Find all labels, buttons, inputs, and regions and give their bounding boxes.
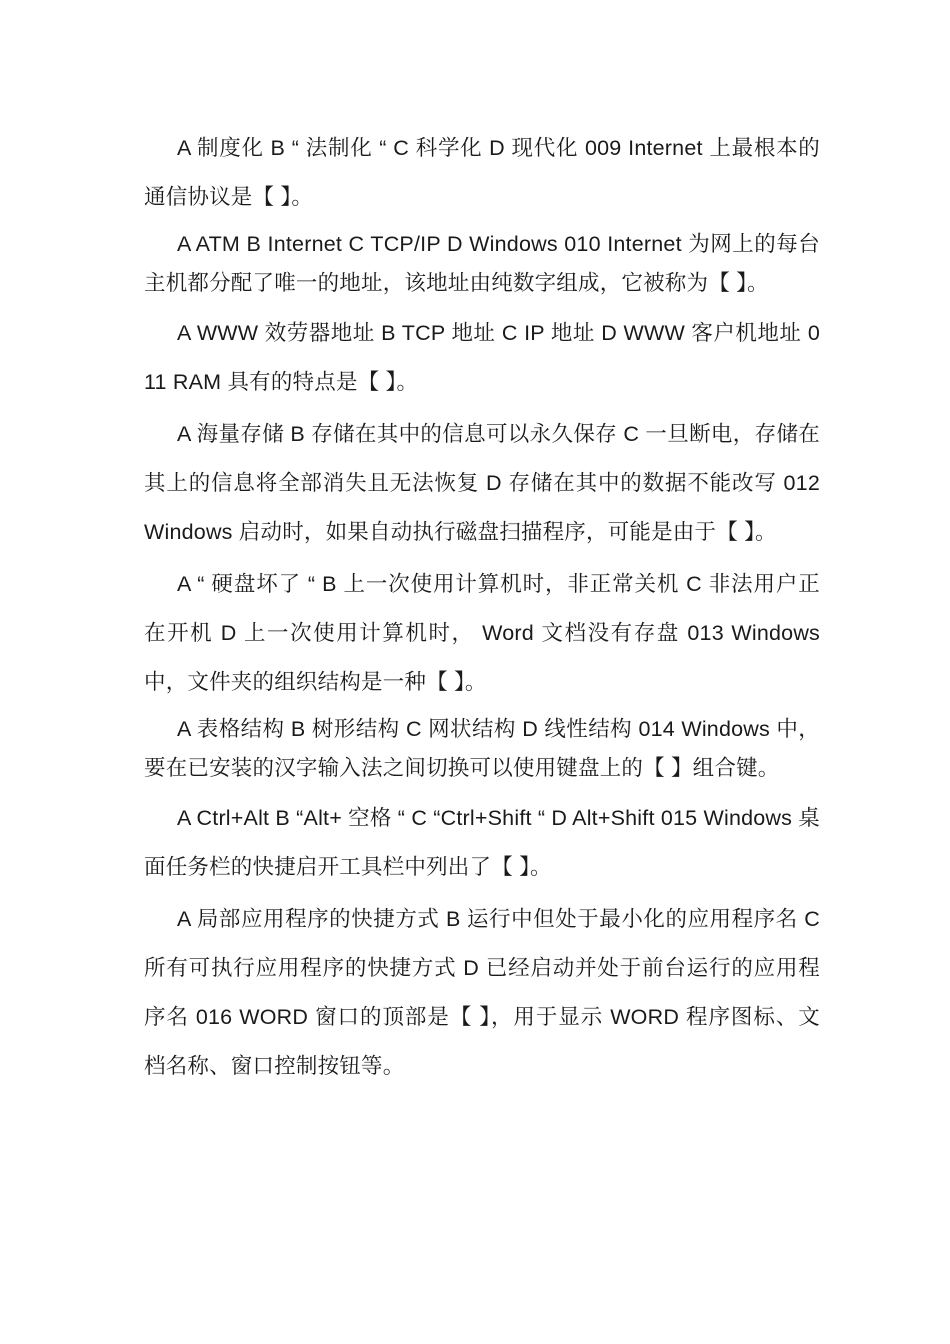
question-paragraph-3: A WWW 效劳器地址 B TCP 地址 C IP 地址 D WWW 客户机地址 011 RAM 具有的特点是【 】。 [144, 321, 820, 394]
question-paragraph-4: A 海量存储 B 存储在其中的信息可以永久保存 C 一旦断电，存储在其上的信息将全部消失且无法恢复 D 存储在其中的数据不能改写 012 Windows 启动时，如果自动执行磁盘扫描程序，可能是由于【 】。 [144, 422, 820, 544]
question-paragraph-8: A 局部应用程序的快捷方式 B 运行中但处于最小化的应用程序名 C 所有可执行应用程序的快捷方式 D 已经启动并处于前台运行的应用程序名 016 WORD 窗口的顶部是【 】，用于显示 WORD 程序图标、文档名称、窗口控制按钮等。 [144, 907, 820, 1078]
question-paragraph-1: A 制度化 B “ 法制化 “ C 科学化 D 现代化 009 Internet 上最根本的通信协议是【 】。 [144, 136, 820, 209]
document-body [144, 124, 820, 1094]
question-paragraph-7: A Ctrl+Alt B “Alt+ 空格 “ C “Ctrl+Shift “ D Alt+Shift 015 Windows 桌面任务栏的快捷启开工具栏中列出了【 】。 [144, 806, 820, 879]
question-paragraph-6: A 表格结构 B 树形结构 C 网状结构 D 线性结构 014 Windows 中，要在已安装的汉字输入法之间切换可以使用键盘上的【 】组合键。 [144, 717, 820, 780]
question-paragraph-5: A “ 硬盘坏了 “ B 上一次使用计算机时，非正常关机 C 非法用户正在开机 D 上一次使用计算机时， Word 文档没有存盘 013 Windows 中，文件夹的组织结构是一种【 】。 [144, 572, 820, 694]
question-paragraph-2: A ATM B Internet C TCP/IP D Windows 010 Internet 为网上的每台主机都分配了唯一的地址，该地址由纯数字组成，它被称为【 】。 [144, 232, 820, 295]
